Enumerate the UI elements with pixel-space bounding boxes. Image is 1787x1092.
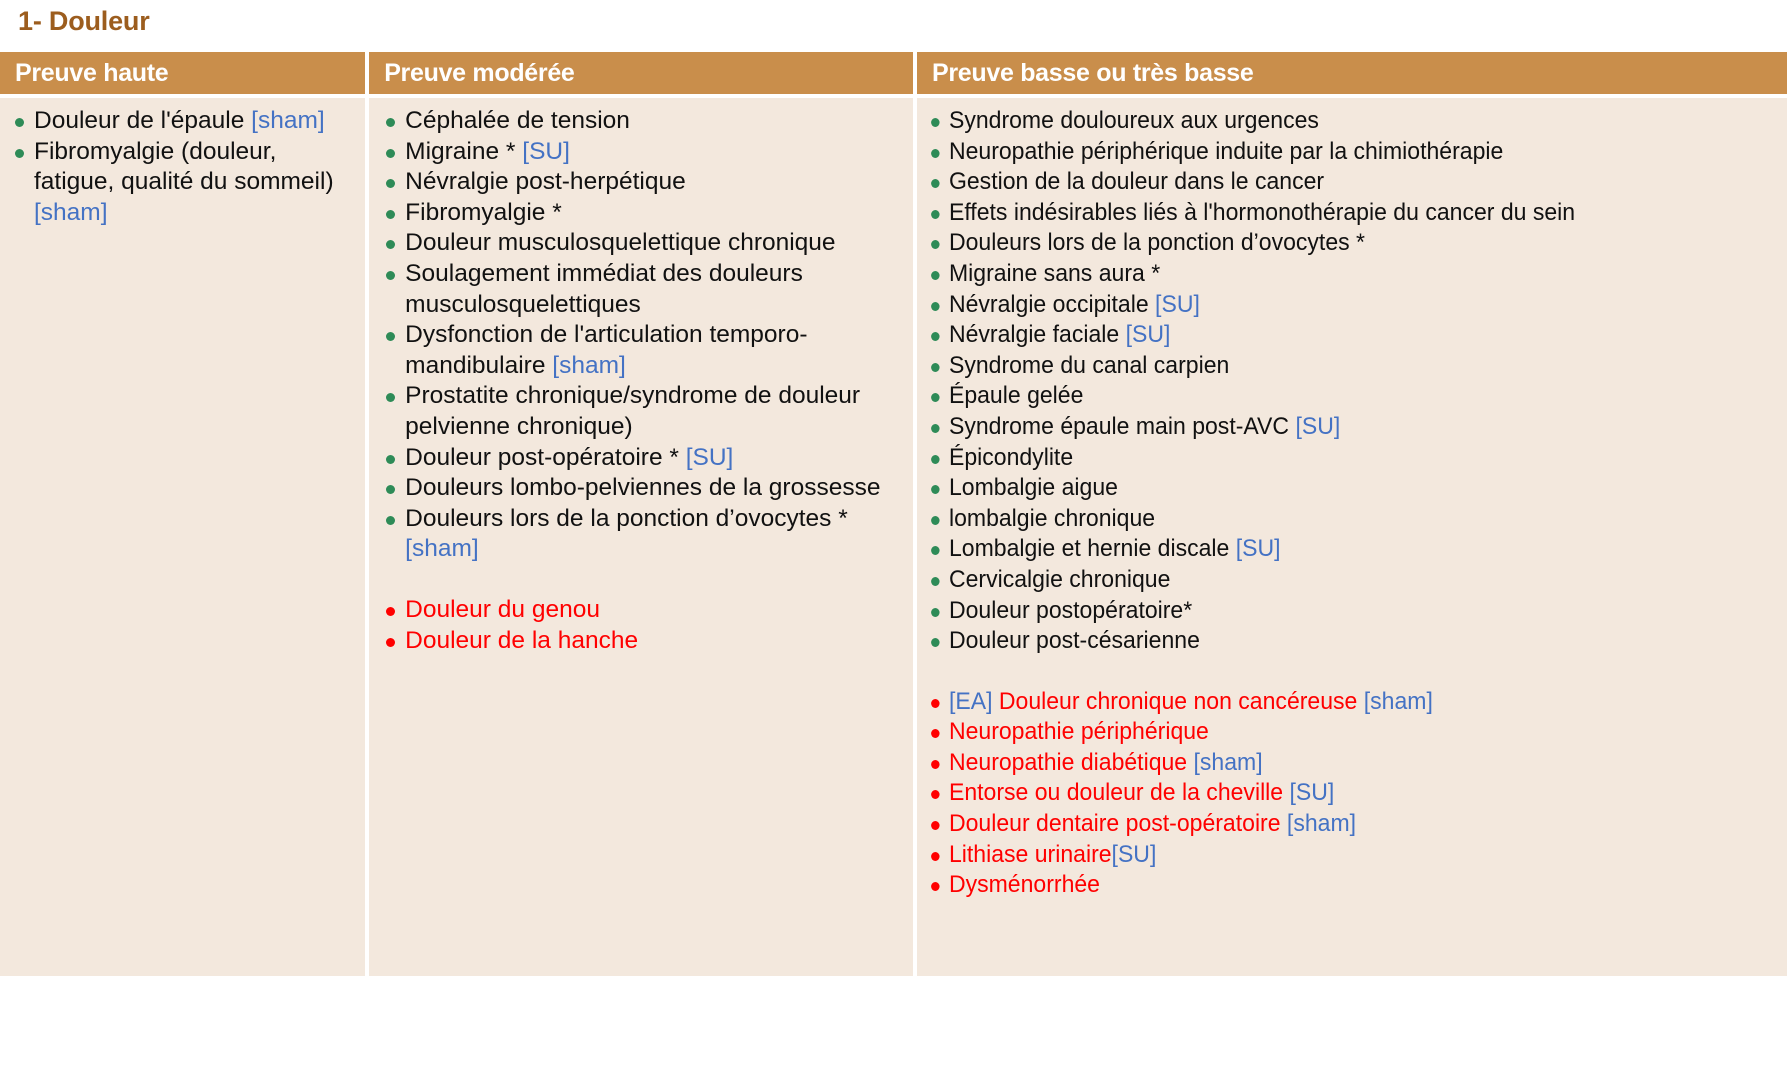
column-header-preuve-moderee: Preuve modérée <box>369 52 913 94</box>
list-item <box>0 106 365 137</box>
list-item <box>917 290 1787 321</box>
evidence-tag: [SU] <box>1125 321 1171 349</box>
table-body-row <box>0 98 1787 976</box>
bullet-green-icon <box>931 332 939 341</box>
list-item <box>369 320 913 381</box>
bullet-green-icon <box>931 118 939 127</box>
list-item <box>917 351 1787 382</box>
column-header-preuve-basse: Preuve basse ou très basse <box>917 52 1787 94</box>
list-item <box>369 137 913 168</box>
list-item <box>917 596 1787 627</box>
column-cell-preuve-basse <box>917 98 1787 976</box>
item-text: Douleur post-opératoire * <box>405 443 686 471</box>
list-item <box>369 228 913 259</box>
column-cell-preuve-haute <box>0 98 365 976</box>
item-text: Cervicalgie chronique <box>948 565 1171 593</box>
bullet-green-icon <box>931 455 939 464</box>
list-item <box>917 748 1787 779</box>
item-text: Dysménorrhée <box>948 871 1100 899</box>
bullet-red-icon <box>931 790 939 799</box>
item-text: Effets indésirables liés à l'hormonothérapie du cancer du sein <box>948 198 1576 226</box>
list-item <box>917 443 1787 474</box>
item-text: Douleur postopératoire* <box>948 596 1193 624</box>
list-preuve-haute <box>0 106 365 228</box>
list-item <box>369 106 913 137</box>
evidence-tag: [sham] <box>251 107 325 134</box>
bullet-green-icon <box>386 149 395 158</box>
bullet-green-icon <box>931 608 939 617</box>
bullet-green-icon <box>386 210 395 219</box>
list-item <box>917 809 1787 840</box>
bullet-green-icon <box>386 332 395 341</box>
list-item <box>917 473 1787 504</box>
item-text: Névralgie post-herpétique <box>405 168 686 196</box>
bullet-green-icon <box>931 577 939 586</box>
column-header-preuve-haute: Preuve haute <box>0 52 365 94</box>
evidence-tag: [SU] <box>1111 840 1157 868</box>
item-text: Soulagement immédiat des douleurs musculosquelettiques <box>405 259 803 318</box>
list-item <box>917 687 1787 718</box>
bullet-green-icon <box>386 118 395 127</box>
list-item <box>917 412 1787 443</box>
list-preuve-moderee <box>369 106 913 656</box>
item-text: Syndrome du canal carpien <box>948 351 1230 379</box>
bullet-green-icon <box>931 302 939 311</box>
item-text: Lombalgie et hernie discale <box>948 535 1236 563</box>
evidence-tag: [SU] <box>1235 535 1281 563</box>
bullet-green-icon <box>15 149 24 158</box>
list-item <box>917 106 1787 137</box>
bullet-red-icon <box>931 821 939 830</box>
list-item <box>369 443 913 474</box>
list-item <box>917 534 1787 565</box>
item-text: lombalgie chronique <box>948 504 1156 532</box>
item-text: Épicondylite <box>948 443 1074 471</box>
evidence-tag: [SU] <box>685 443 734 471</box>
list-item <box>917 259 1787 290</box>
item-text: Névralgie occipitale <box>948 290 1156 318</box>
list-item <box>369 626 913 657</box>
bullet-green-icon <box>931 546 939 555</box>
bullet-green-icon <box>931 179 939 188</box>
item-text: Douleurs lors de la ponction d’ovocytes * <box>948 229 1365 257</box>
bullet-green-icon <box>931 424 939 433</box>
bullet-green-icon <box>931 149 939 158</box>
item-text: Migraine * <box>405 137 523 165</box>
table-header-row <box>0 52 1787 94</box>
item-text: Gestion de la douleur dans le cancer <box>948 168 1325 196</box>
list-spacer <box>369 565 913 595</box>
bullet-green-icon <box>386 393 395 402</box>
evidence-tag: [SU] <box>1295 412 1341 440</box>
evidence-table <box>0 52 1787 976</box>
evidence-tag: [SU] <box>522 137 570 165</box>
list-spacer <box>917 657 1787 687</box>
item-text: Douleur du genou <box>405 595 600 623</box>
list-item <box>369 381 913 442</box>
list-item <box>369 504 913 565</box>
item-text: Neuropathie périphérique induite par la chimiothérapie <box>948 137 1504 165</box>
item-text: Entorse ou douleur de la cheville <box>948 779 1290 807</box>
list-item <box>917 228 1787 259</box>
bullet-green-icon <box>931 516 939 525</box>
bullet-green-icon <box>386 240 395 249</box>
item-text: Neuropathie périphérique <box>948 718 1209 746</box>
list-item <box>369 473 913 504</box>
list-item <box>917 870 1787 901</box>
list-item <box>917 320 1787 351</box>
bullet-green-icon <box>931 638 939 647</box>
bullet-green-icon <box>931 210 939 219</box>
list-preuve-basse <box>917 106 1787 901</box>
item-text: Lithiase urinaire <box>948 840 1112 868</box>
bullet-red-icon <box>931 729 939 738</box>
list-item <box>917 840 1787 871</box>
item-text: Douleur post-césarienne <box>948 627 1200 655</box>
item-text: Douleurs lombo-pelviennes de la grossesse <box>405 474 881 502</box>
bullet-green-icon <box>931 363 939 372</box>
item-text: Lombalgie aigue <box>948 474 1118 502</box>
item-text: Prostatite chronique/syndrome de douleur pelvienne chronique) <box>405 382 861 440</box>
bullet-red-icon <box>386 638 395 647</box>
bullet-green-icon <box>386 485 395 494</box>
list-item <box>917 565 1787 596</box>
item-text: Céphalée de tension <box>405 107 630 134</box>
evidence-tag: [EA] <box>948 687 993 715</box>
evidence-tag: [sham] <box>1363 687 1433 715</box>
item-text: Douleur chronique non cancéreuse <box>992 687 1364 715</box>
item-text: Névralgie faciale <box>948 321 1126 349</box>
list-item <box>917 137 1787 168</box>
evidence-tag: [sham] <box>1286 810 1357 838</box>
evidence-tag: [sham] <box>34 198 108 226</box>
item-text: Syndrome douloureux aux urgences <box>948 107 1319 134</box>
list-item <box>917 198 1787 229</box>
bullet-red-icon <box>931 699 939 708</box>
bullet-green-icon <box>931 271 939 280</box>
evidence-tag: [sham] <box>1193 748 1263 776</box>
item-text: Douleur de l'épaule <box>34 107 252 134</box>
item-text: Migraine sans aura * <box>948 259 1161 287</box>
bullet-green-icon <box>931 240 939 249</box>
evidence-tag: [sham] <box>405 535 479 563</box>
bullet-green-icon <box>386 516 395 525</box>
item-text: Douleurs lors de la ponction d’ovocytes * <box>405 504 848 532</box>
bullet-green-icon <box>386 455 395 464</box>
bullet-green-icon <box>386 179 395 188</box>
bullet-red-icon <box>931 852 939 861</box>
list-item <box>369 595 913 626</box>
item-text: Fibromyalgie * <box>405 198 562 226</box>
bullet-green-icon <box>386 271 395 280</box>
item-text: Douleur musculosquelettique chronique <box>405 229 836 257</box>
list-item <box>917 381 1787 412</box>
item-text: Dysfonction de l'articulation temporo-mandibulaire <box>405 321 808 379</box>
list-item <box>917 778 1787 809</box>
bullet-red-icon <box>931 760 939 769</box>
item-text: Syndrome épaule main post-AVC <box>948 412 1296 440</box>
item-text: Fibromyalgie (douleur, fatigue, qualité du sommeil) <box>34 137 334 196</box>
item-text: Douleur dentaire post-opératoire <box>948 810 1287 838</box>
item-text: Neuropathie diabétique <box>948 748 1194 776</box>
column-cell-preuve-moderee <box>369 98 913 976</box>
page-title: 1- Douleur <box>18 6 150 36</box>
list-item <box>369 167 913 198</box>
list-item <box>369 198 913 229</box>
list-item <box>917 717 1787 748</box>
list-item <box>917 626 1787 657</box>
bullet-red-icon <box>386 607 395 616</box>
evidence-tag: [SU] <box>1289 779 1335 807</box>
list-item <box>369 259 913 320</box>
bullet-green-icon <box>931 393 939 402</box>
list-item <box>917 167 1787 198</box>
bullet-red-icon <box>931 882 939 891</box>
evidence-tag: [sham] <box>552 351 626 379</box>
item-text: Douleur de la hanche <box>405 626 639 654</box>
evidence-tag: [SU] <box>1155 290 1200 318</box>
bullet-green-icon <box>15 118 24 127</box>
bullet-green-icon <box>931 485 939 494</box>
item-text: Épaule gelée <box>948 382 1084 410</box>
list-item <box>917 504 1787 535</box>
list-item <box>0 137 365 229</box>
